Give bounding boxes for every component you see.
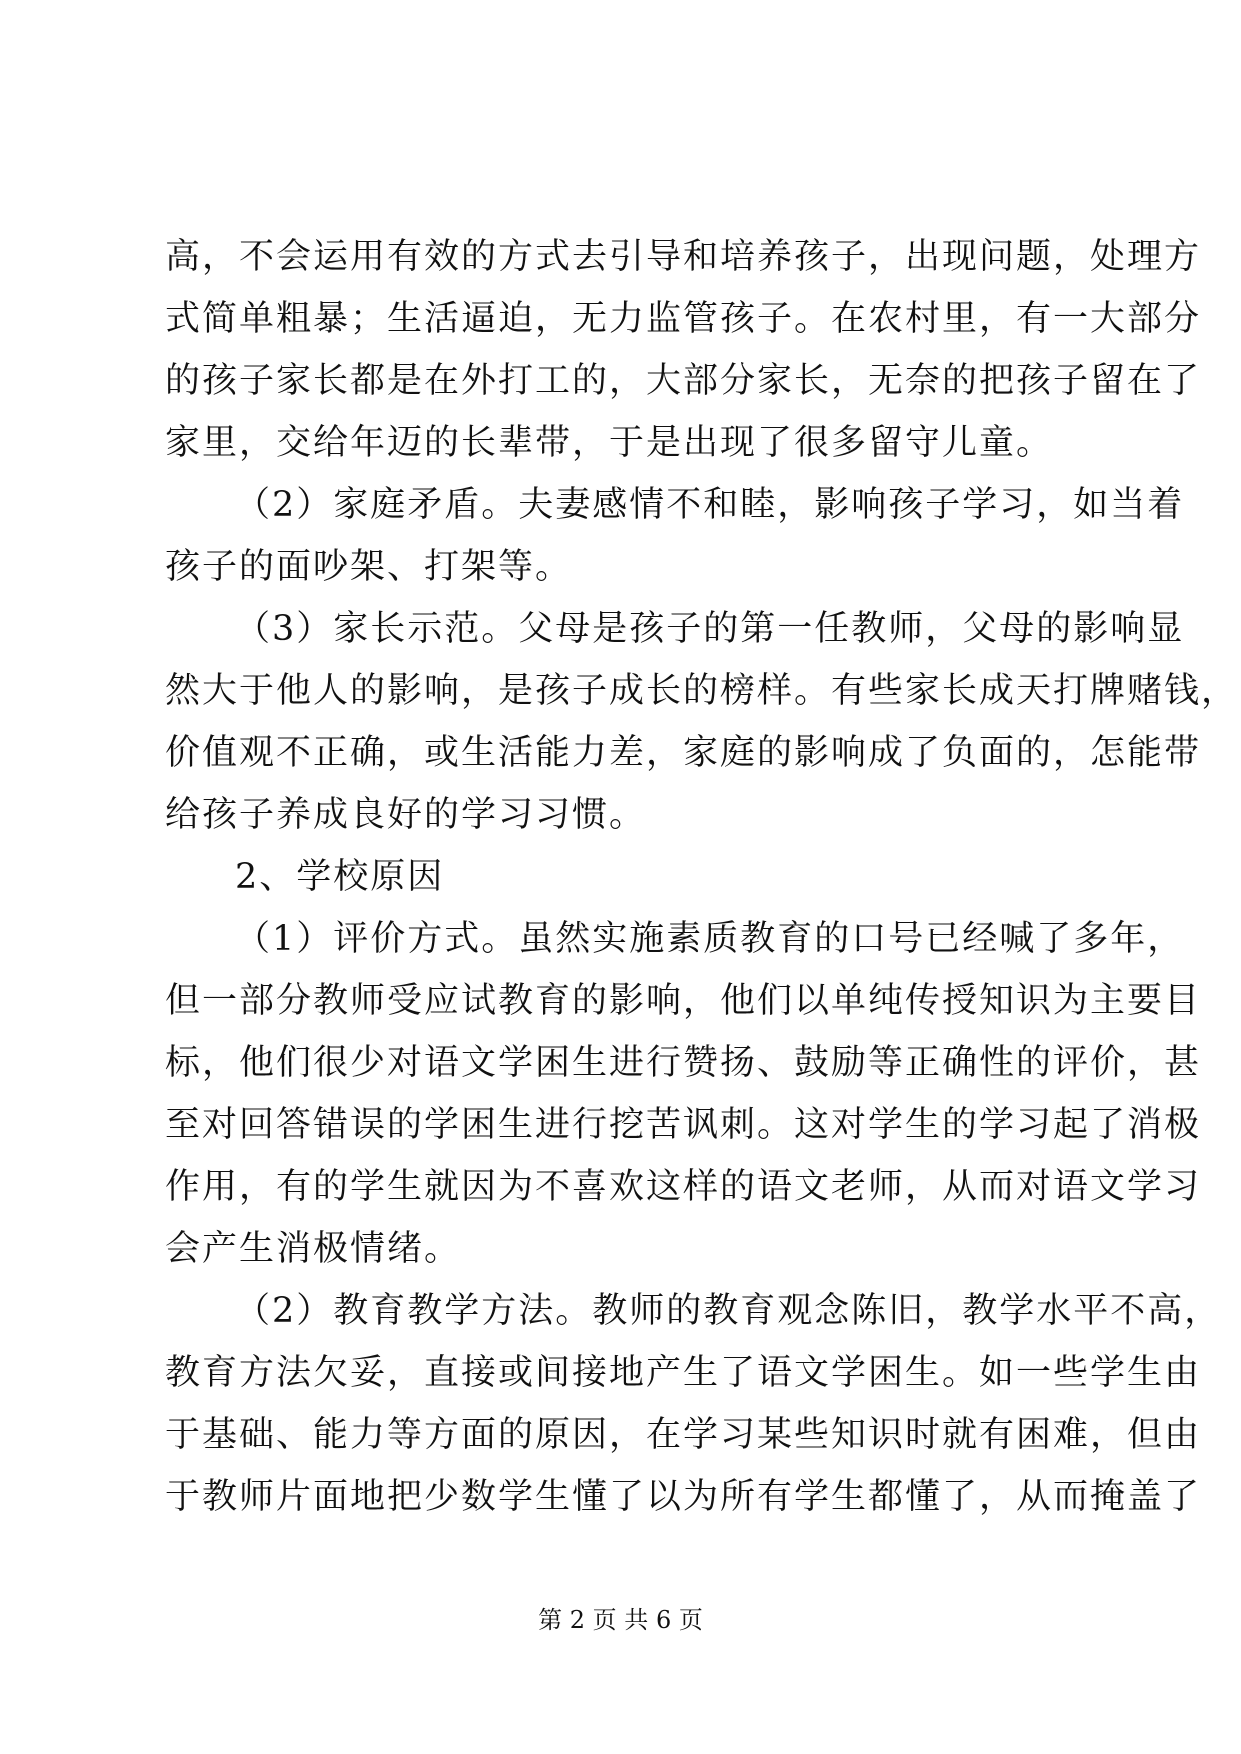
text-line: 于教师片面地把少数学生懂了以为所有学生都懂了，从而掩盖了 (165, 1477, 1202, 1517)
text-line: 至对回答错误的学困生进行挖苦讽刺。这对学生的学习起了消极 (165, 1105, 1202, 1145)
text-line: 2、学校原因 (235, 857, 445, 897)
paragraph (165, 908, 1202, 1280)
text-line: 的孩子家长都是在外打工的，大部分家长，无奈的把孩子留在了 (165, 361, 1202, 401)
text-line: 教育方法欠妥，直接或间接地产生了语文学困生。如一些学生由 (165, 1353, 1202, 1393)
text-line: （2）家庭矛盾。夫妻感情不和睦，影响孩子学习，如当着 (235, 485, 1185, 525)
body-text (165, 226, 1239, 1528)
paragraph (165, 474, 1185, 598)
text-line: （1）评价方式。虽然实施素质教育的口号已经喊了多年， (235, 919, 1185, 959)
text-line: 作用，有的学生就因为不喜欢这样的语文老师，从而对语文学习 (165, 1167, 1202, 1207)
text-line: 价值观不正确，或生活能力差，家庭的影响成了负面的，怎能带 (165, 733, 1202, 773)
text-line: 于基础、能力等方面的原因，在学习某些知识时就有困难，但由 (165, 1415, 1202, 1455)
paragraph (165, 598, 1239, 846)
paragraph (165, 226, 1202, 474)
text-line: （3）家长示范。父母是孩子的第一任教师，父母的影响显 (235, 609, 1185, 649)
text-line: 标，他们很少对语文学困生进行赞扬、鼓励等正确性的评价，甚 (165, 1043, 1202, 1083)
paragraph (165, 1280, 1222, 1528)
text-line: 会产生消极情绪。 (165, 1229, 462, 1269)
text-line: 孩子的面吵架、打架等。 (165, 547, 573, 587)
text-line: 高，不会运用有效的方式去引导和培养孩子，出现问题，处理方 (165, 237, 1202, 277)
text-line: 但一部分教师受应试教育的影响，他们以单纯传授知识为主要目 (165, 981, 1202, 1021)
text-line: 家里，交给年迈的长辈带，于是出现了很多留守儿童。 (165, 423, 1054, 463)
paragraph (165, 846, 1075, 908)
text-line: 给孩子养成良好的学习习惯。 (165, 795, 647, 835)
page-footer: 第 2 页 共 6 页 (538, 1606, 703, 1634)
text-line: （2）教育教学方法。教师的教育观念陈旧，教学水平不高， (235, 1291, 1222, 1331)
text-line: 然大于他人的影响，是孩子成长的榜样。有些家长成天打牌赌钱， (165, 671, 1239, 711)
text-line: 式简单粗暴；生活逼迫，无力监管孩子。在农村里，有一大部分 (165, 299, 1202, 339)
